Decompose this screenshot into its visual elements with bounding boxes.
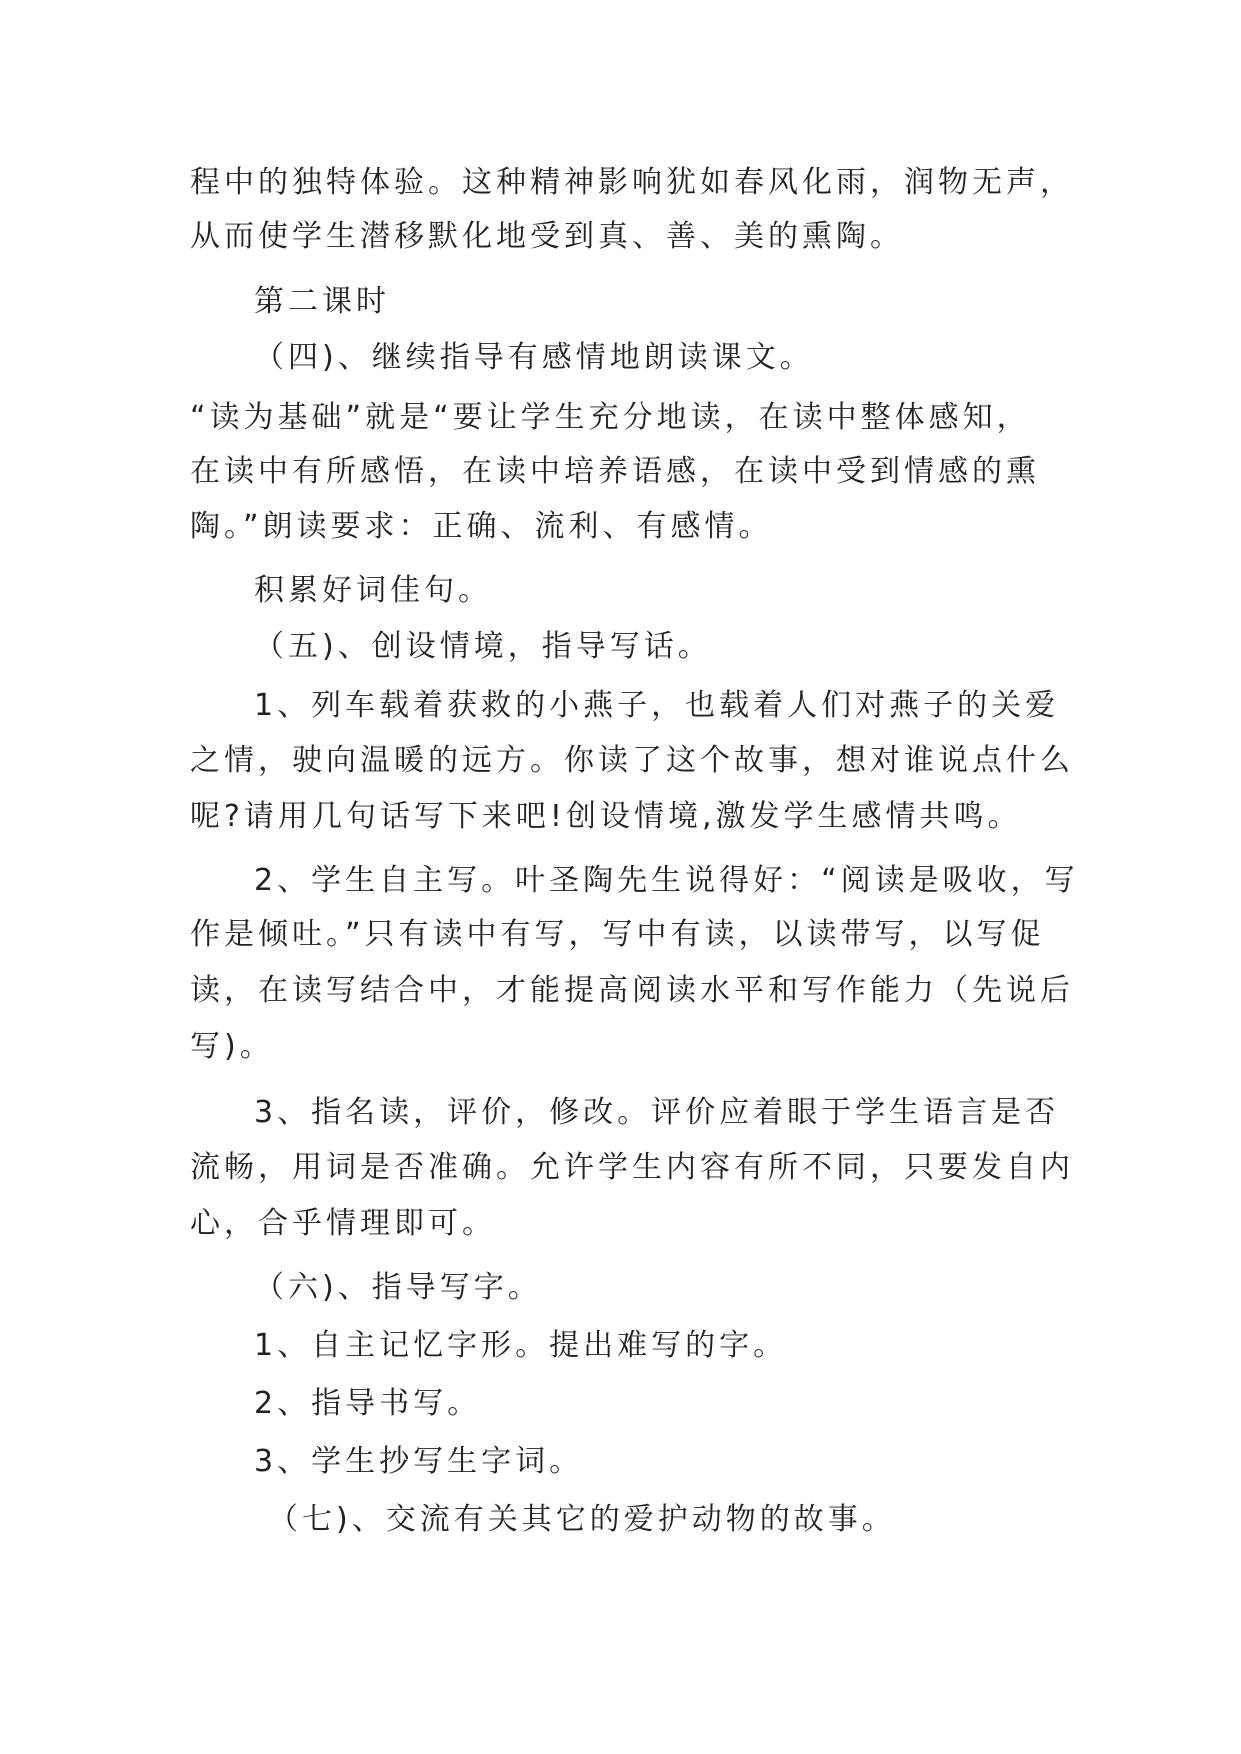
text-line: 2、指导书写。 xyxy=(254,1386,482,1421)
text-line: 1、列车载着获救的小燕子，也载着人们对燕子的关爱 xyxy=(254,688,1060,723)
text-line: 陶。”朗读要求：正确、流利、有感情。 xyxy=(190,509,773,544)
text-line: 作是倾吐。”只有读中有写，写中有读，以读带写，以写促 xyxy=(190,917,1045,952)
text-line: 心，合乎情理即可。 xyxy=(190,1206,496,1241)
text-line: （七)、交流有关其它的爱护动物的故事。 xyxy=(268,1502,896,1537)
text-line: 2、学生自主写。叶圣陶先生说得好：“阅读是吸收，写 xyxy=(254,863,1079,898)
text-line: 积累好词佳句。 xyxy=(254,573,492,608)
text-line: （四)、继续指导有感情地朗读课文。 xyxy=(254,340,814,375)
text-line: 程中的独特体验。这种精神影响犹如春风化雨，润物无声， xyxy=(190,165,1074,200)
text-line: 第二课时 xyxy=(254,284,390,319)
text-line: 写)。 xyxy=(190,1029,274,1064)
text-line: 从而使学生潜移默化地受到真、善、美的熏陶。 xyxy=(190,219,904,254)
text-line: 在读中有所感悟，在读中培养语感，在读中受到情感的熏 xyxy=(190,454,1040,489)
text-line: “读为基础”就是“要让学生充分地读，在读中整体感知， xyxy=(190,400,1031,435)
text-line: 1、自主记忆字形。提出难写的字。 xyxy=(254,1328,788,1363)
text-line: （五)、创设情境，指导写话。 xyxy=(254,629,712,664)
text-line: 读，在读写结合中，才能提高阅读水平和写作能力（先说后 xyxy=(190,973,1074,1008)
text-line: 呢?请用几句话写下来吧!创设情境,激发学生感情共鸣。 xyxy=(190,799,1022,834)
text-line: 3、指名读，评价，修改。评价应着眼于学生语言是否 xyxy=(254,1095,1060,1130)
text-line: 流畅，用词是否准确。允许学生内容有所不同，只要发自内 xyxy=(190,1150,1074,1185)
text-line: （六)、指导写字。 xyxy=(254,1270,542,1305)
text-line: 3、学生抄写生字词。 xyxy=(254,1444,584,1479)
text-line: 之情，驶向温暖的远方。你读了这个故事，想对谁说点什么 xyxy=(190,743,1074,778)
